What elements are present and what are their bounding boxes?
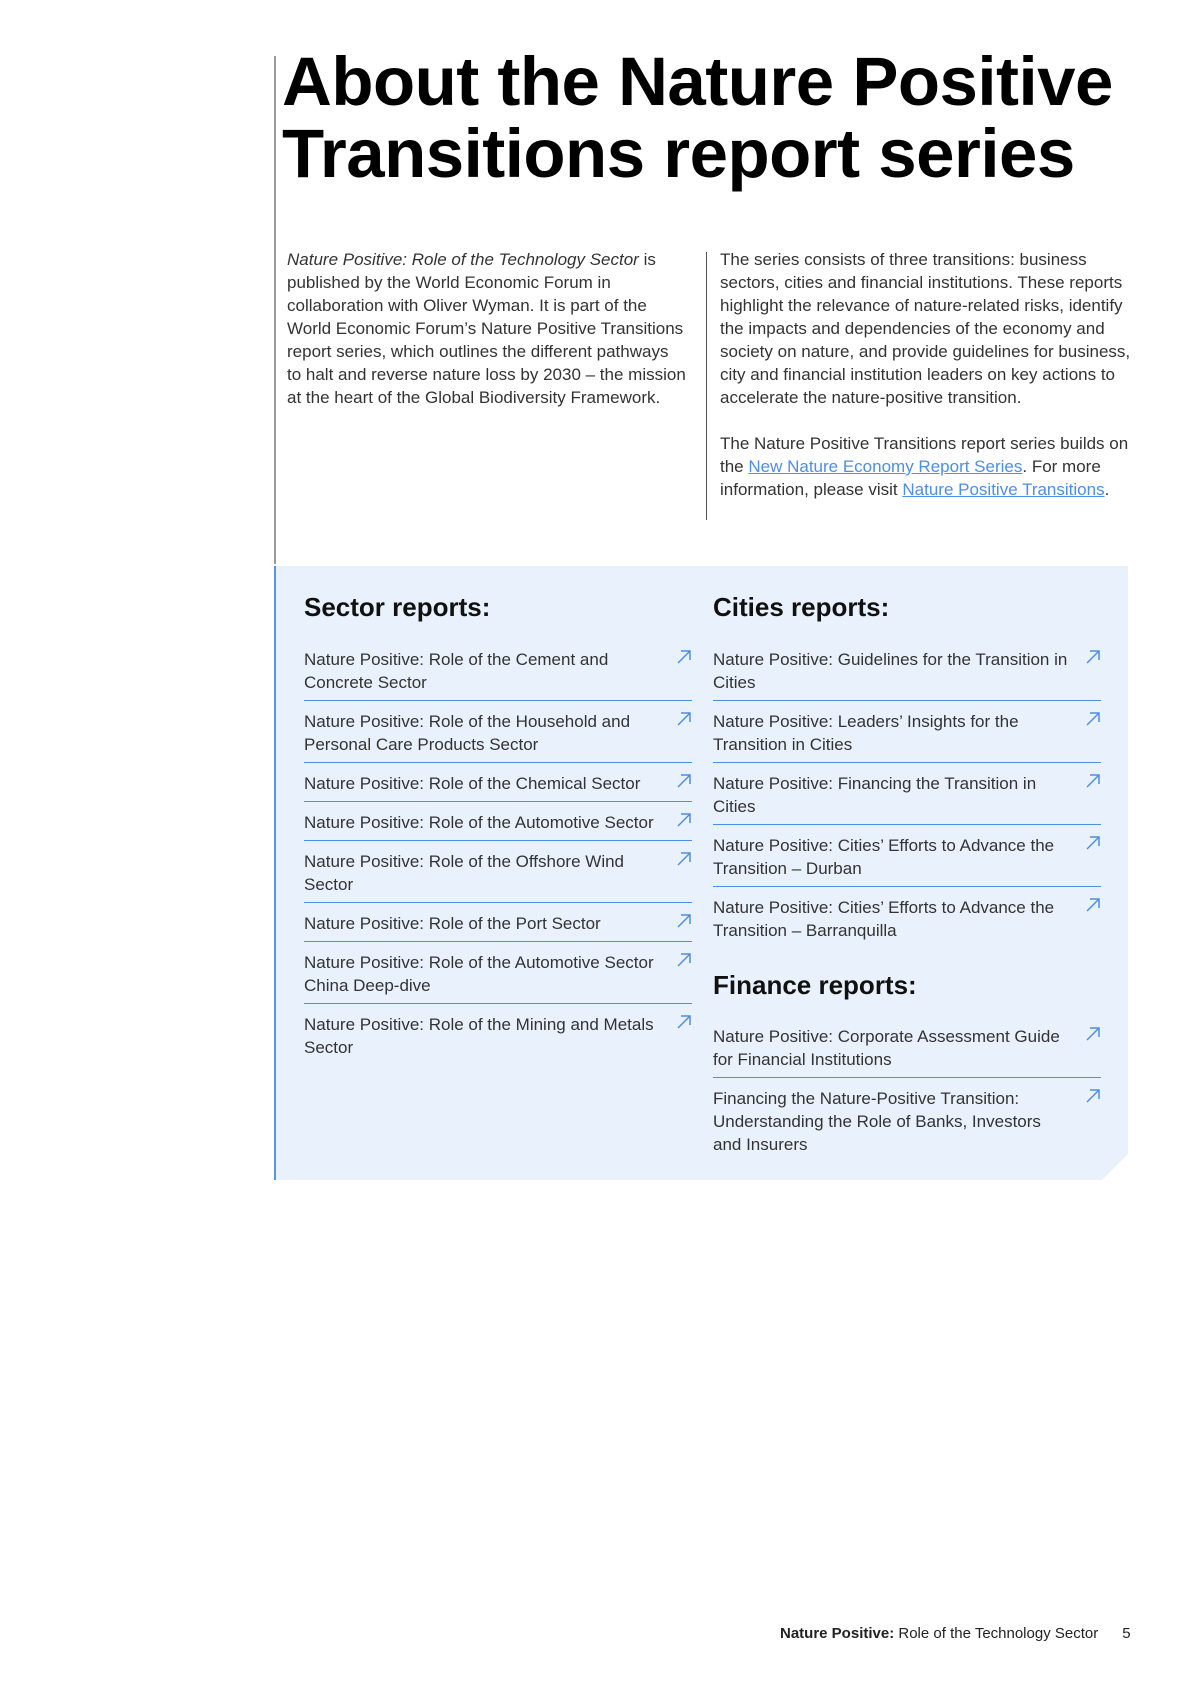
new-nature-economy-link[interactable]: New Nature Economy Report Series: [748, 457, 1023, 476]
external-link-arrow-icon: [1085, 711, 1101, 727]
report-link-item[interactable]: [304, 648, 692, 701]
report-link-item[interactable]: [304, 1013, 692, 1065]
reports-panel-edge: [274, 566, 276, 1180]
report-link-label: Nature Positive: Leaders’ Insights for the Transition in Cities: [713, 712, 1019, 754]
external-link-arrow-icon: [676, 952, 692, 968]
report-link-label: Nature Positive: Role of the Automotive Sector: [304, 813, 654, 832]
report-link-item[interactable]: [304, 951, 692, 1004]
external-link-arrow-icon: [676, 913, 692, 929]
external-link-arrow-icon: [676, 1014, 692, 1030]
report-link-item[interactable]: [713, 834, 1101, 887]
report-link-label: Nature Positive: Role of the Offshore Wind Sector: [304, 852, 625, 894]
report-link-label: Nature Positive: Financing the Transition in Cities: [713, 774, 1037, 816]
external-link-arrow-icon: [676, 812, 692, 828]
report-link-label: Nature Positive: Role of the Automotive Sector China Deep-dive: [304, 953, 654, 995]
finance-reports-list: [713, 1025, 1101, 1171]
report-link-label: Nature Positive: Corporate Assessment Guide for Financial Institutions: [713, 1027, 1060, 1069]
report-link-item[interactable]: [713, 1025, 1101, 1078]
intro-right-column: [720, 248, 1135, 501]
external-link-arrow-icon: [1085, 1088, 1101, 1104]
external-link-arrow-icon: [1085, 1026, 1101, 1042]
external-link-arrow-icon: [676, 711, 692, 727]
report-link-label: Nature Positive: Cities’ Efforts to Advance the Transition – Durban: [713, 836, 1055, 878]
left-rule: [274, 56, 276, 564]
report-link-item[interactable]: [304, 772, 692, 802]
page-title: About the Nature Positive Transitions report series: [282, 43, 1113, 192]
report-link-label: Nature Positive: Role of the Cement and Concrete Sector: [304, 650, 609, 692]
report-link-label: Nature Positive: Role of the Port Sector: [304, 914, 601, 933]
series-links-paragraph: The Nature Positive Transitions report series builds on the New Nature Economy Report Series. For more information, please visit Nature Positive Transitions.: [720, 434, 1129, 499]
page-number: 5: [1122, 1625, 1131, 1642]
cities-reports-heading: Cities reports:: [713, 592, 890, 622]
column-divider: [706, 252, 707, 520]
report-link-item[interactable]: [304, 710, 692, 763]
intro-left-text: is published by the World Economic Forum in collaboration with Oliver Wyman. It is part of the World Economic Forum’s Nature Positive Transitions report series, which outlines the different pathways to halt and reverse nature loss by 2030 – the mission at the heart of the Global Biodiversity Framework.: [287, 250, 686, 407]
external-link-arrow-icon: [676, 851, 692, 867]
footer-report-title: Role of the Technology Sector: [894, 1625, 1099, 1642]
report-link-item[interactable]: [713, 1087, 1101, 1162]
finance-reports-heading: Finance reports:: [713, 970, 917, 1000]
footer-series: Nature Positive:: [780, 1625, 895, 1642]
report-link-item[interactable]: [713, 772, 1101, 825]
sector-reports-list: [304, 648, 692, 1074]
external-link-arrow-icon: [1085, 835, 1101, 851]
report-title-italic: Nature Positive: Role of the Technology Sector: [287, 250, 639, 269]
series-description: The series consists of three transitions: business sectors, cities and financial institutions. These reports highlight the relevance of nature-related risks, identify the impacts and dependencies of the economy and society on nature, and provide guidelines for business, city and financial institution leaders on key actions to accelerate the nature-positive transition.: [720, 250, 1131, 407]
report-link-label: Nature Positive: Cities’ Efforts to Advance the Transition – Barranquilla: [713, 898, 1055, 940]
cities-reports-list: [713, 648, 1101, 957]
sector-reports-heading: Sector reports:: [304, 592, 491, 622]
report-link-label: Financing the Nature-Positive Transition: Understanding the Role of Banks, Investors and Insurers: [713, 1089, 1041, 1154]
report-link-item[interactable]: [713, 896, 1101, 948]
report-link-label: Nature Positive: Role of the Chemical Sector: [304, 774, 641, 793]
report-link-item[interactable]: [713, 710, 1101, 763]
external-link-arrow-icon: [1085, 897, 1101, 913]
nature-positive-transitions-link[interactable]: Nature Positive Transitions: [902, 480, 1105, 499]
external-link-arrow-icon: [676, 773, 692, 789]
external-link-arrow-icon: [676, 649, 692, 665]
report-link-label: Nature Positive: Role of the Mining and Metals Sector: [304, 1015, 654, 1057]
intro-left-paragraph: [287, 248, 687, 409]
external-link-arrow-icon: [1085, 773, 1101, 789]
page-footer: [780, 1625, 1131, 1642]
report-link-item[interactable]: [304, 850, 692, 903]
report-link-label: Nature Positive: Role of the Household and Personal Care Products Sector: [304, 712, 631, 754]
report-link-label: Nature Positive: Guidelines for the Transition in Cities: [713, 650, 1068, 692]
report-link-item[interactable]: [713, 648, 1101, 701]
report-link-item[interactable]: [304, 811, 692, 841]
report-link-item[interactable]: [304, 912, 692, 942]
external-link-arrow-icon: [1085, 649, 1101, 665]
